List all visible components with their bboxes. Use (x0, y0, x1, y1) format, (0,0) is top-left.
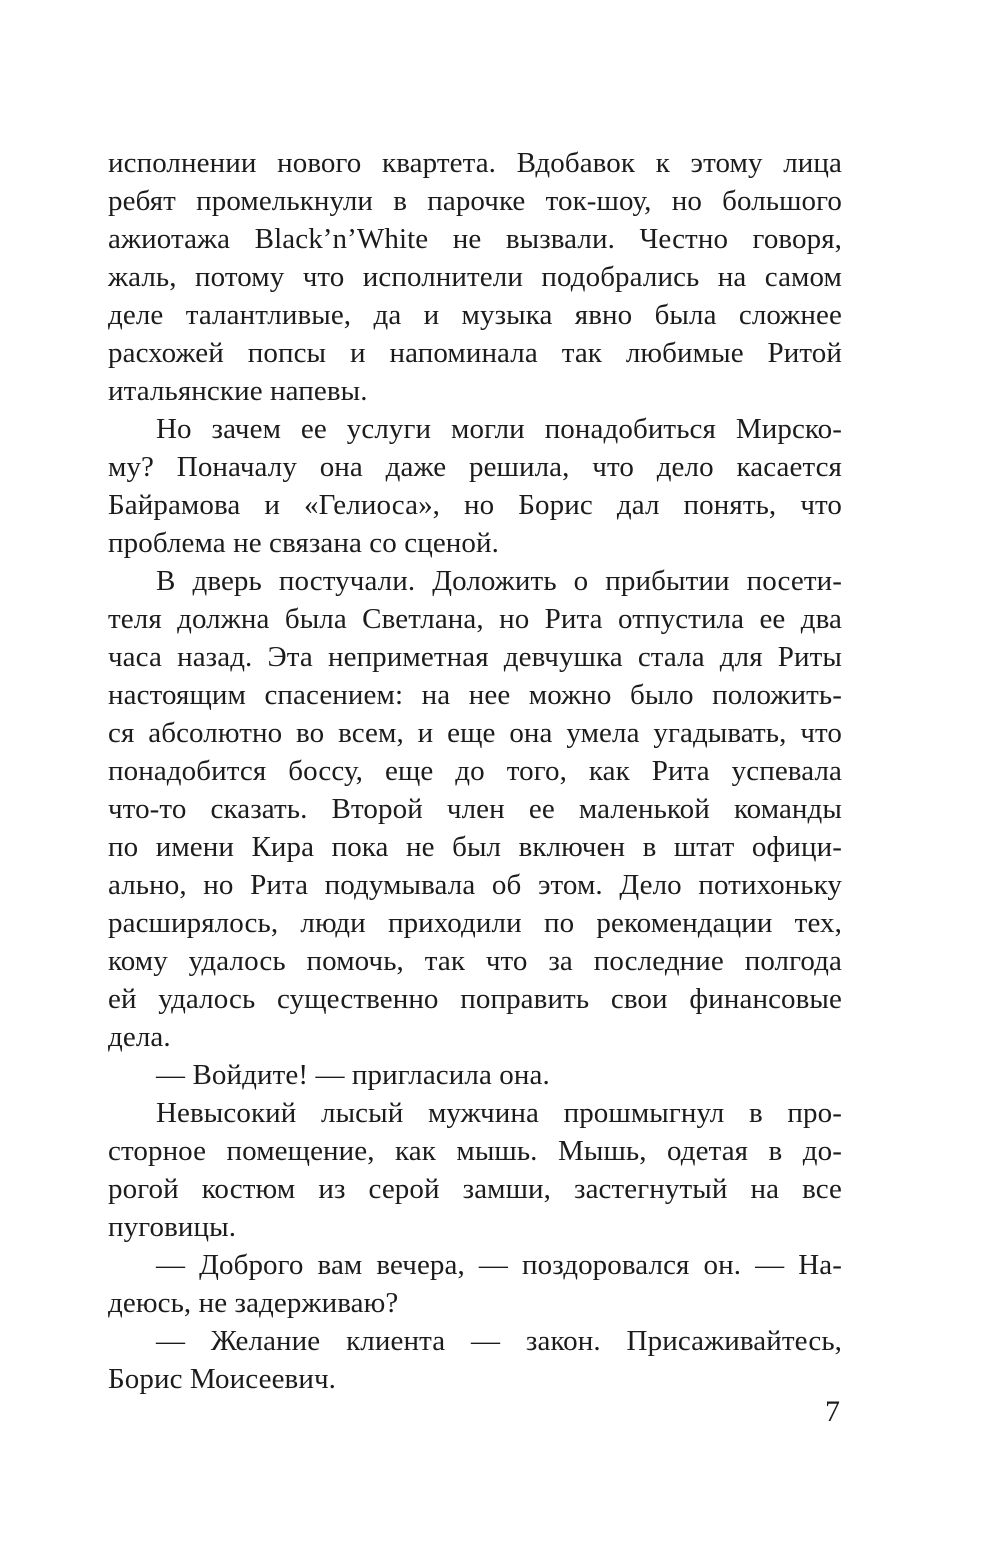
text-line: расширялось, люди приходили по рекомендации тех, (108, 907, 842, 939)
text-line: — Доброго вам вечера, — поздоровался он. — На- (156, 1249, 842, 1281)
text-line: теля должна была Светлана, но Рита отпустила ее два (108, 603, 842, 635)
text-line: проблема не связана со сценой. (108, 527, 499, 559)
text-line: жаль, потому что исполнители подобрались на самом (108, 261, 842, 293)
text-line: ребят промелькнули в парочке ток-шоу, но большого (108, 185, 842, 217)
text-line: ей удалось существенно поправить свои финансовые (108, 983, 842, 1015)
text-line: часа назад. Эта неприметная девчушка стала для Риты (108, 641, 842, 673)
text-line: Байрамова и «Гелиоса», но Борис дал понять, что (108, 489, 842, 521)
text-line: В дверь постучали. Доложить о прибытии посети- (156, 565, 842, 597)
text-line: кому удалось помочь, так что за последние полгода (108, 945, 842, 977)
text-line: деюсь, не задерживаю? (108, 1287, 399, 1319)
text-line: что-то сказать. Второй член ее маленькой команды (108, 793, 842, 825)
text-line: понадобится боссу, еще до того, как Рита успевала (108, 755, 842, 787)
text-line: настоящим спасением: на нее можно было положить- (108, 679, 842, 711)
text-line: исполнении нового квартета. Вдобавок к этому лица (108, 147, 842, 179)
text-line: пуговицы. (108, 1211, 237, 1243)
text-line: Борис Моисеевич. (108, 1363, 336, 1395)
text-line: му? Поначалу она даже решила, что дело касается (108, 451, 842, 483)
text-line: ажиотажа Black’n’White не вызвали. Честно говоря, (108, 223, 842, 255)
text-line: Невысокий лысый мужчина прошмыгнул в про- (156, 1097, 842, 1129)
text-line: Но зачем ее услуги могли понадобиться Мирско- (156, 413, 842, 445)
page-text-block (108, 144, 842, 1398)
text-line: итальянские напевы. (108, 375, 368, 407)
text-line: деле талантливые, да и музыка явно была сложнее (108, 299, 842, 331)
text-line: по имени Кира пока не был включен в штат офици- (108, 831, 842, 863)
text-line: ся абсолютно во всем, и еще она умела угадывать, что (108, 717, 842, 749)
text-line: рогой костюм из серой замши, застегнутый на все (108, 1173, 842, 1205)
page-number: 7 (825, 1395, 840, 1428)
text-line: ально, но Рита подумывала об этом. Дело потихоньку (108, 869, 842, 901)
text-line: — Войдите! — пригласила она. (156, 1059, 550, 1091)
text-line: дела. (108, 1021, 171, 1053)
text-line: — Желание клиента — закон. Присаживайтесь, (156, 1325, 842, 1357)
text-line: расхожей попсы и напоминала так любимые Ритой (108, 337, 842, 369)
text-line: сторное помещение, как мышь. Мышь, одетая в до- (108, 1135, 842, 1167)
